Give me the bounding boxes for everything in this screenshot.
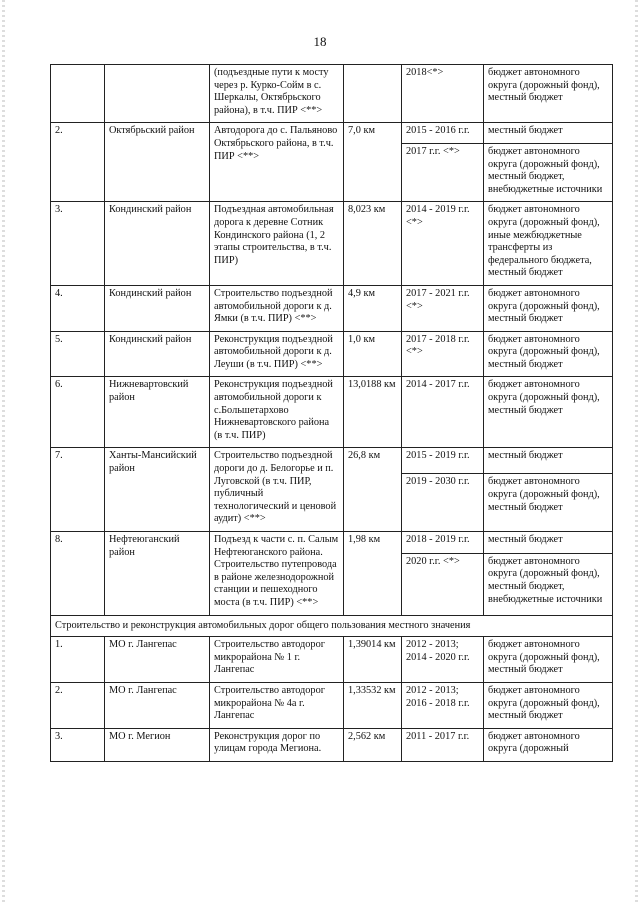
table-row bbox=[51, 682, 613, 728]
length-cell: 1,39014 км bbox=[344, 637, 402, 683]
years-cell: 2017 - 2021 г.г. <*> bbox=[402, 285, 484, 331]
district-cell: Нефтеюганский район bbox=[105, 532, 210, 616]
length-cell: 7,0 км bbox=[344, 123, 402, 202]
years-cell: 2014 - 2017 г.г. bbox=[402, 377, 484, 448]
funding-source-cell: местный бюджет bbox=[484, 123, 613, 144]
object-cell: Реконструкция дорог по улицам города Мегиона. bbox=[210, 728, 344, 761]
length-cell: 13,0188 км bbox=[344, 377, 402, 448]
years-cell: 2012 - 2013; 2016 - 2018 г.г. bbox=[402, 682, 484, 728]
years-cell: 2018 - 2019 г.г. bbox=[402, 532, 484, 554]
years-cell: 2015 - 2016 г.г. bbox=[402, 123, 484, 144]
length-cell: 4,9 км bbox=[344, 285, 402, 331]
years-cell: 2014 - 2019 г.г. <*> bbox=[402, 202, 484, 286]
row-number bbox=[51, 65, 105, 123]
district-cell: Кондинский район bbox=[105, 285, 210, 331]
object-cell: Подъезд к части с. п. Салым Нефтеюганского района. Строительство путепровода в районе железнодорожной станции и пешеходного моста (в т.ч. ПИР) <**> bbox=[210, 532, 344, 616]
table-row bbox=[51, 123, 613, 144]
object-cell: Строительство автодорог микрорайона № 1 г. Лангепас bbox=[210, 637, 344, 683]
length-cell: 1,0 км bbox=[344, 331, 402, 377]
years-cell: 2017 г.г. <*> bbox=[402, 143, 484, 201]
row-number: 2. bbox=[51, 123, 105, 202]
length-cell: 1,33532 км bbox=[344, 682, 402, 728]
table-row bbox=[51, 65, 613, 123]
length-cell: 8,023 км bbox=[344, 202, 402, 286]
years-cell: 2011 - 2017 г.г. bbox=[402, 728, 484, 761]
object-cell: Подъездная автомобильная дорога к деревне Сотник Кондинского района (1, 2 этапы строительства, в т.ч. ПИР) bbox=[210, 202, 344, 286]
length-cell: 26,8 км bbox=[344, 448, 402, 532]
object-cell: Строительство подъездной дороги до д. Белогорье и п. Луговской (в т.ч. ПИР, публичный технологический и ценовой аудит) <**> bbox=[210, 448, 344, 532]
row-number: 8. bbox=[51, 532, 105, 616]
district-cell: МО г. Мегион bbox=[105, 728, 210, 761]
funding-source-cell: бюджет автономного округа (дорожный фонд), местный бюджет, внебюджетные источники bbox=[484, 143, 613, 201]
district-cell: Нижневартовский район bbox=[105, 377, 210, 448]
table-row bbox=[51, 285, 613, 331]
row-number: 3. bbox=[51, 728, 105, 761]
roads-table-container bbox=[50, 64, 612, 762]
years-cell: 2012 - 2013; 2014 - 2020 г.г. bbox=[402, 637, 484, 683]
length-cell: 1,98 км bbox=[344, 532, 402, 616]
years-cell: 2020 г.г. <*> bbox=[402, 553, 484, 615]
scan-edge-left bbox=[2, 0, 5, 905]
row-number: 3. bbox=[51, 202, 105, 286]
years-cell: 2019 - 2030 г.г. bbox=[402, 474, 484, 532]
funding-source-cell: бюджет автономного округа (дорожный фонд), местный бюджет, внебюджетные источники bbox=[484, 553, 613, 615]
funding-source-cell: бюджет автономного округа (дорожный фонд), местный бюджет bbox=[484, 331, 613, 377]
funding-source-cell: бюджет автономного округа (дорожный фонд), иные межбюджетные трансферты из федерального бюджета, местный бюджет bbox=[484, 202, 613, 286]
district-cell bbox=[105, 65, 210, 123]
district-cell: Кондинский район bbox=[105, 331, 210, 377]
length-cell bbox=[344, 65, 402, 123]
page-number: 18 bbox=[313, 34, 327, 49]
object-cell: Реконструкция подъездной автомобильной дороги к д. Леуши (в т.ч. ПИР) <**> bbox=[210, 331, 344, 377]
district-cell: МО г. Лангепас bbox=[105, 682, 210, 728]
row-number: 4. bbox=[51, 285, 105, 331]
funding-source-cell: бюджет автономного округа (дорожный фонд), местный бюджет bbox=[484, 682, 613, 728]
funding-source-cell: бюджет автономного округа (дорожный фонд), местный бюджет bbox=[484, 285, 613, 331]
years-cell: 2017 - 2018 г.г. <*> bbox=[402, 331, 484, 377]
row-number: 6. bbox=[51, 377, 105, 448]
table-row bbox=[51, 728, 613, 761]
table-body-local-roads bbox=[51, 637, 613, 762]
funding-source-cell: местный бюджет bbox=[484, 448, 613, 474]
object-cell: Реконструкция подъездной автомобильной дороги к с.Большетархово Нижневартовского района (в т.ч. ПИР) bbox=[210, 377, 344, 448]
years-cell: 2018<*> bbox=[402, 65, 484, 123]
district-cell: МО г. Лангепас bbox=[105, 637, 210, 683]
district-cell: Октябрьский район bbox=[105, 123, 210, 202]
scan-edge-right bbox=[635, 0, 638, 905]
object-cell: Строительство подъездной автомобильной дороги к д. Ямки (в т.ч. ПИР) <**> bbox=[210, 285, 344, 331]
table-row bbox=[51, 331, 613, 377]
row-number: 7. bbox=[51, 448, 105, 532]
table-row bbox=[51, 448, 613, 474]
row-number: 2. bbox=[51, 682, 105, 728]
district-cell: Ханты-Мансийский район bbox=[105, 448, 210, 532]
object-cell: Автодорога до с. Пальяново Октябрьского района, в т.ч. ПИР <**> bbox=[210, 123, 344, 202]
table-section-header-row bbox=[51, 615, 613, 637]
funding-source-cell: бюджет автономного округа (дорожный bbox=[484, 728, 613, 761]
district-cell: Кондинский район bbox=[105, 202, 210, 286]
table-row bbox=[51, 637, 613, 683]
row-number: 5. bbox=[51, 331, 105, 377]
funding-source-cell: бюджет автономного округа (дорожный фонд), местный бюджет bbox=[484, 377, 613, 448]
funding-source-cell: бюджет автономного округа (дорожный фонд), местный бюджет bbox=[484, 65, 613, 123]
section-title: Строительство и реконструкция автомобильных дорог общего пользования местного значения bbox=[51, 615, 613, 637]
funding-source-cell: бюджет автономного округа (дорожный фонд), местный бюджет bbox=[484, 474, 613, 532]
funding-source-cell: местный бюджет bbox=[484, 532, 613, 554]
length-cell: 2,562 км bbox=[344, 728, 402, 761]
funding-source-cell: бюджет автономного округа (дорожный фонд), местный бюджет bbox=[484, 637, 613, 683]
years-cell: 2015 - 2019 г.г. bbox=[402, 448, 484, 474]
table-body-regional-roads bbox=[51, 65, 613, 616]
roads-table bbox=[50, 64, 613, 762]
table-row bbox=[51, 532, 613, 554]
object-cell: Строительство автодорог микрорайона № 4а г. Лангепас bbox=[210, 682, 344, 728]
table-row bbox=[51, 377, 613, 448]
row-number: 1. bbox=[51, 637, 105, 683]
object-cell: (подъездные пути к мосту через р. Курко-Сойм в с. Шеркалы, Октябрьского района), в т.ч. ПИР <**> bbox=[210, 65, 344, 123]
table-row bbox=[51, 202, 613, 286]
